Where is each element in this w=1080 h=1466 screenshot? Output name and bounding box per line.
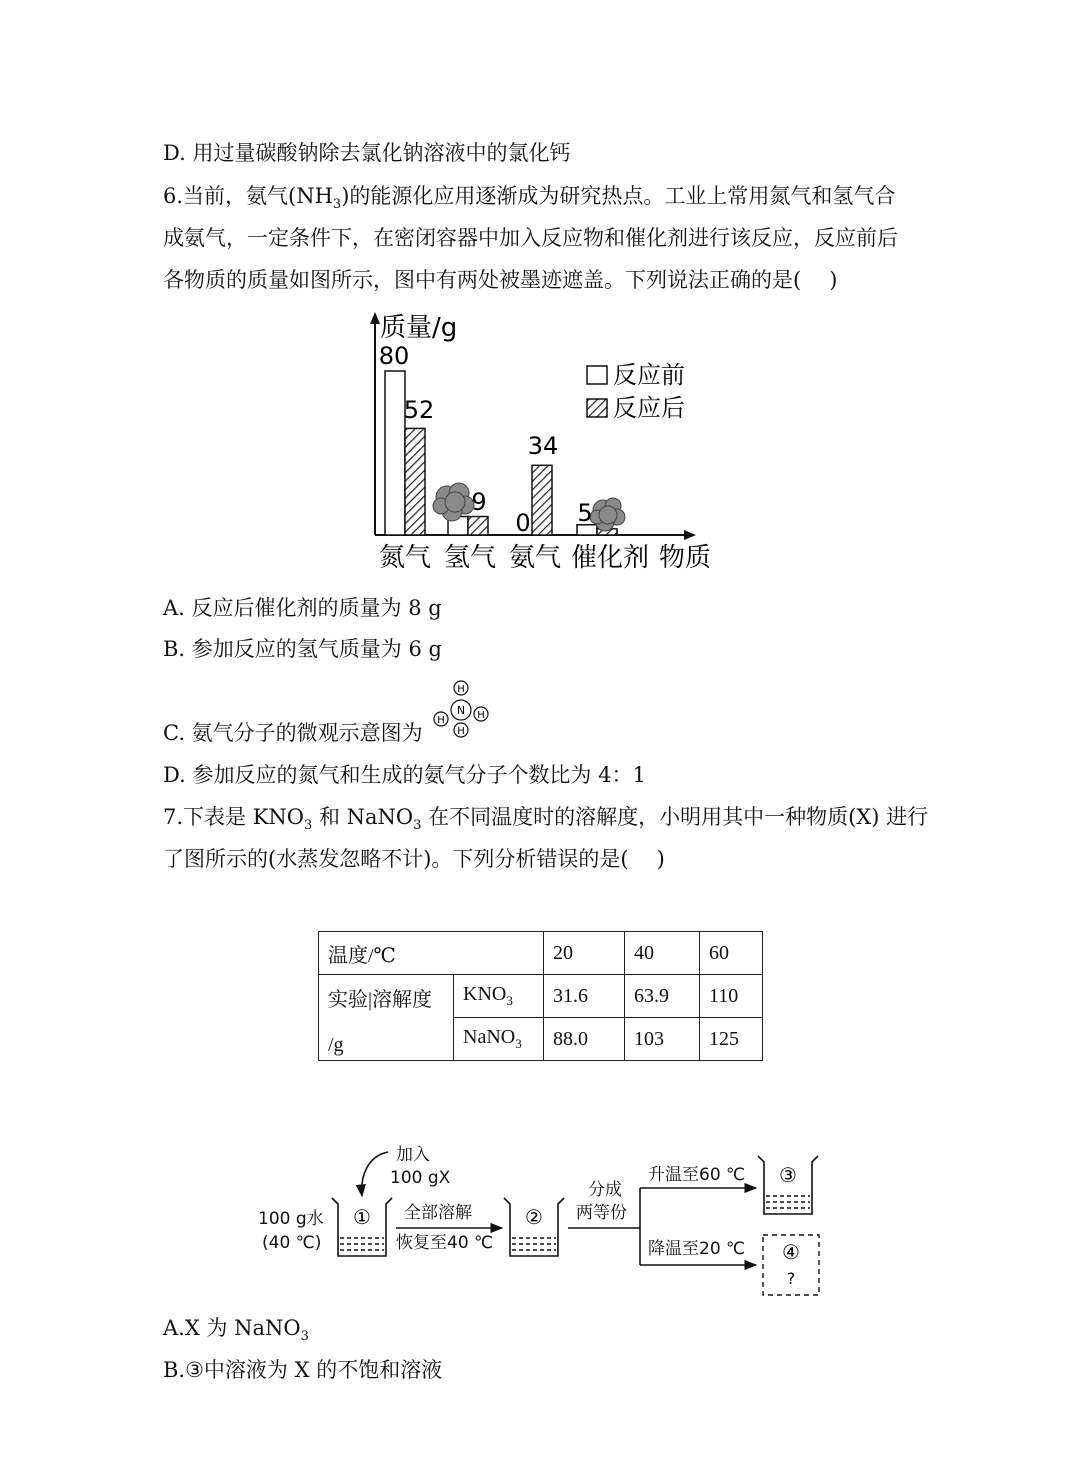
q7-option-a bbox=[163, 1313, 309, 1352]
kno3-subscript: 3 bbox=[506, 993, 513, 1008]
q6-stem-part: 6.当前，氨气(NH bbox=[163, 184, 333, 208]
nano3-label: NaNO bbox=[463, 1026, 516, 1048]
solubility-table bbox=[318, 931, 763, 1061]
atom-h: H bbox=[477, 710, 485, 721]
q7-stem-part: 了图所示的(水蒸发忽略不计)。下列分析错误的是( bbox=[163, 847, 629, 871]
legend-swatch-after bbox=[587, 399, 607, 417]
q7-stem-part: ) bbox=[656, 847, 665, 871]
table-cell: 125 bbox=[700, 1018, 763, 1061]
bar-h2-after bbox=[468, 517, 488, 535]
category-catalyst: 催化剂 bbox=[570, 543, 650, 573]
label-nh3-before: 0 bbox=[515, 509, 531, 537]
flow-cool-label: 降温至20 ℃ bbox=[648, 1239, 746, 1259]
q7-stem-subscript: 3 bbox=[413, 818, 422, 834]
q7-stem-part: 和 NaNO bbox=[312, 805, 414, 829]
experiment-flow-diagram bbox=[250, 1138, 830, 1303]
atom-h: H bbox=[457, 726, 465, 737]
q6-option-b: B. 参加反应的氢气质量为 6 g bbox=[163, 637, 442, 661]
q5-option-d: D. 用过量碳酸钠除去氯化钠溶液中的氯化钙 bbox=[163, 141, 571, 165]
flow-add-arrow bbox=[362, 1152, 388, 1196]
atom-h: H bbox=[437, 715, 445, 726]
table-header-temp: 温度/℃ bbox=[319, 932, 544, 975]
flow-water-temp: (40 ℃) bbox=[262, 1233, 322, 1253]
table-row bbox=[319, 975, 763, 1018]
table-cell: 88.0 bbox=[544, 1018, 625, 1061]
beaker-4-label: ④ bbox=[782, 1240, 800, 1264]
beaker-3-label: ③ bbox=[779, 1163, 797, 1187]
q6-option-a: A. 反应后催化剂的质量为 8 g bbox=[163, 596, 442, 620]
legend-swatch-before bbox=[587, 366, 607, 384]
flow-add-label: 加入 bbox=[396, 1145, 430, 1165]
table-cell-nano3 bbox=[454, 1018, 544, 1061]
beaker-2-label: ② bbox=[525, 1205, 543, 1229]
flow-step1-bottom: 恢复至40 ℃ bbox=[396, 1233, 494, 1253]
beaker-1-label: ① bbox=[353, 1205, 371, 1229]
x-axis-label: 物质 bbox=[658, 543, 712, 573]
category-n2: 氮气 bbox=[378, 543, 432, 573]
q6-stem-line2: 成氨气，一定条件下，在密闭容器中加入反应物和催化剂进行该反应，反应前后 bbox=[163, 226, 898, 250]
flow-split-bottom: 两等份 bbox=[576, 1203, 627, 1223]
flow-split-top: 分成 bbox=[588, 1180, 622, 1200]
mass-bar-chart bbox=[355, 310, 725, 578]
q7-option-a-subscript: 3 bbox=[300, 1329, 309, 1345]
table-row-label bbox=[319, 975, 454, 1061]
bar-n2-before bbox=[385, 371, 405, 535]
y-axis-label: 质量/g bbox=[380, 313, 458, 343]
q6-option-d: D. 参加反应的氮气和生成的氨气分子个数比为 4：1 bbox=[163, 763, 646, 787]
q7-option-b: B.③中溶液为 X 的不饱和溶液 bbox=[163, 1358, 443, 1382]
ink-blot-hydrogen bbox=[433, 483, 474, 521]
x-axis-arrow bbox=[684, 530, 696, 540]
atom-h: H bbox=[457, 684, 465, 695]
legend-after-label: 反应后 bbox=[613, 394, 685, 422]
flow-water-label: 100 g水 bbox=[258, 1209, 324, 1229]
bar-nh3-after bbox=[532, 465, 552, 535]
table-cell: 40 bbox=[625, 932, 700, 975]
label-n2-before: 80 bbox=[378, 342, 410, 370]
table-cell-kno3 bbox=[454, 975, 544, 1018]
q6-stem-part: ) bbox=[829, 268, 838, 292]
flow-step1-top: 全部溶解 bbox=[404, 1203, 472, 1223]
table-row bbox=[319, 932, 763, 975]
atom-n: N bbox=[456, 704, 466, 717]
y-axis-arrow bbox=[370, 312, 380, 324]
label-h2-after: 9 bbox=[471, 488, 487, 516]
q6-stem-part: )的能源化应用逐渐成为研究热点。工业上常用氮气和氢气合 bbox=[341, 184, 896, 208]
table-cell: 60 bbox=[700, 932, 763, 975]
category-h2: 氢气 bbox=[443, 543, 497, 573]
table-cell: 103 bbox=[625, 1018, 700, 1061]
q7-stem-line1 bbox=[163, 802, 928, 841]
beaker-4-unknown: ? bbox=[786, 1269, 796, 1288]
table-cell: 63.9 bbox=[625, 975, 700, 1018]
q7-stem-part: 在不同温度时的溶解度，小明用其中一种物质(X) 进行 bbox=[421, 805, 929, 829]
label-nh3-after: 34 bbox=[527, 432, 559, 460]
label-n2-after: 52 bbox=[403, 396, 435, 424]
q6-option-c: C. 氨气分子的微观示意图为 bbox=[163, 721, 423, 745]
flow-heat-label: 升温至60 ℃ bbox=[648, 1165, 746, 1185]
row-label-b: /g bbox=[328, 1034, 344, 1056]
label-catalyst-before: 5 bbox=[577, 499, 593, 527]
row-label-a: 实验|溶解度 bbox=[328, 989, 433, 1011]
category-nh3: 氨气 bbox=[508, 543, 562, 573]
q7-stem-part: 7.下表是 KNO bbox=[163, 805, 304, 829]
q7-option-a-text: A.X 为 NaNO bbox=[163, 1316, 301, 1340]
q7-stem-subscript: 3 bbox=[304, 818, 313, 834]
table-cell: 110 bbox=[700, 975, 763, 1018]
q6-stem-line1 bbox=[163, 181, 895, 220]
nano3-subscript: 3 bbox=[515, 1036, 522, 1051]
q6-stem-line3 bbox=[163, 265, 837, 295]
q6-stem-part: 各物质的质量如图所示，图中有两处被墨迹遮盖。下列说法正确的是( bbox=[163, 268, 802, 292]
table-cell: 31.6 bbox=[544, 975, 625, 1018]
flow-add-amount: 100 gX bbox=[390, 1168, 451, 1188]
ammonia-molecule-diagram bbox=[430, 676, 492, 740]
table-cell: 20 bbox=[544, 932, 625, 975]
kno3-label: KNO bbox=[463, 983, 507, 1005]
bar-n2-after bbox=[405, 428, 425, 535]
q6-stem-subscript: 3 bbox=[332, 197, 342, 213]
legend-before-label: 反应前 bbox=[613, 361, 685, 389]
q7-stem-line2 bbox=[163, 844, 665, 874]
